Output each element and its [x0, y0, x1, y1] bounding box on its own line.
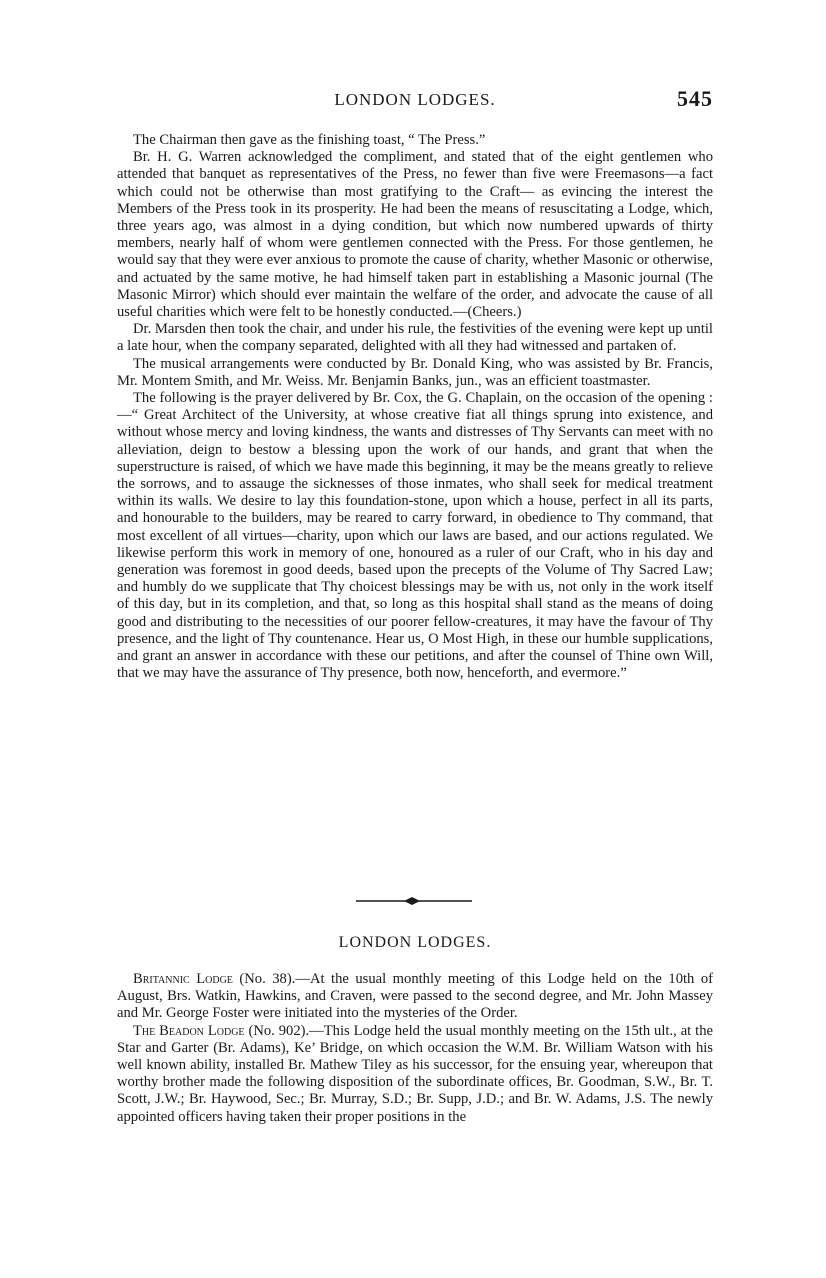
lodge-entry	[117, 971, 713, 1023]
lodge-entry	[117, 1023, 713, 1126]
section-divider-ornament	[354, 893, 474, 909]
running-head: LONDON LODGES.	[334, 90, 496, 109]
page-header	[117, 86, 713, 116]
paragraph: Br. H. G. Warren acknowledged the compliment, and stated that of the eight gentlemen who attended that banquet as representatives of the Press, no fewer than five were Freemasons—a fact which could not be otherwise than most gratifying to the Craft— as evincing the interest the Members of the Press took in its prosperity. He had been the means of resuscitating a Lodge, which, three years ago, was almost in a dying condition, but which now numbered upwards of thirty members, nearly half of whom were gentlemen connected with the Press. For those gentlemen, he would say that they were ever anxious to promote the cause of charity, whether Masonic or otherwise, and actuated by the same motive, he had himself taken part in establishing a Masonic journal (The Masonic Mirror) which should ever maintain the welfare of the order, and advocate the cause of all useful charities which were felt to be honestly conducted.—(Cheers.)	[117, 149, 713, 321]
paragraph: The following is the prayer delivered by Br. Cox, the G. Chaplain, on the occasion of the opening :—“ Great Architect of the University, at whose creative fiat all things sprung into existence, and without whose mercy and loving kindness, the wants and distresses of Thy Servants can meet with no alleviation, deign to bestow a blessing upon the work of our hands, and grant that when the superstructure is raised, of which we have made this beginning, it may be the means greatly to relieve the sorrows, and to assauge the sicknesses of those inmates, who shall seek for medical treatment within its walls. We desire to lay this foundation-stone, upon which a house, perfect in all its parts, and honourable to the builders, may be reared to carry forward, in obedience to Thy command, that most excellent of all virtues—charity, upon which our laws are based, and our actions regulated. We likewise perform this work in memory of one, honoured as a ruler of our Craft, who in his day and generation was foremost in good deeds, based upon the precepts of the Volume of Thy Sacred Law; and humbly do we supplicate that Thy choicest blessings may be with us, not only in the work itself of this day, but in its completion, and that, so long as this hospital shall stand as the means of doing good and distributing to the necessities of our poorer fellow-creatures, it may have the favour of Thy presence, and the light of Thy countenance. Hear us, O Most High, in these our humble supplications, and grant an answer in accordance with these our petitions, and after the counsel of Thine own Will, that we may have the assurance of Thy presence, both now, henceforth, and evermore.”	[117, 390, 713, 682]
paragraph: The musical arrangements were conducted by Br. Donald King, who was assisted by Br. Francis, Mr. Montem Smith, and Mr. Weiss. Mr. Benjamin Banks, jun., was an efficient toastmaster.	[117, 355, 713, 389]
paragraph: Dr. Marsden then took the chair, and under his rule, the festivities of the evening were kept up until a late hour, when the company separated, delighted with all they had witnessed and partaken of.	[117, 321, 713, 355]
page-number: 545	[677, 86, 713, 111]
section-title: LONDON LODGES.	[338, 934, 492, 951]
article-body	[117, 132, 713, 683]
lodge-report-text: (No. 38).—At the usual monthly meeting of this Lodge held on the 10th of August, Brs. Watkin, Hawkins, and Craven, were passed to the second degree, and Mr. John Massey and Mr. George Foster were initiated into the mysteries of the Order.	[117, 971, 713, 1022]
lodge-reports	[117, 971, 713, 1126]
lodge-report-text: (No. 902).—This Lodge held the usual monthly meeting on the 15th ult., at the Star and Garter (Br. Adams), Ke’ Bridge, on which occasion the W.M. Br. William Watson with his well known ability, installed Br. Mathew Tiley as his successor, for the ensuing year, whereupon that worthy brother made the following disposition of the subordinate offices, Br. Goodman, S.W., Br. T. Scott, J.W.; Br. Haywood, Sec.; Br. Murray, S.D.; Br. Supp, J.D.; and Br. W. Adams, J.S. The newly appointed officers having taken their proper positions in the	[117, 1022, 713, 1125]
lodge-name: Britannic Lodge	[133, 971, 233, 987]
paragraph: The Chairman then gave as the finishing toast, “ The Press.”	[133, 132, 486, 148]
lodge-name: The Beadon Lodge	[133, 1022, 245, 1039]
